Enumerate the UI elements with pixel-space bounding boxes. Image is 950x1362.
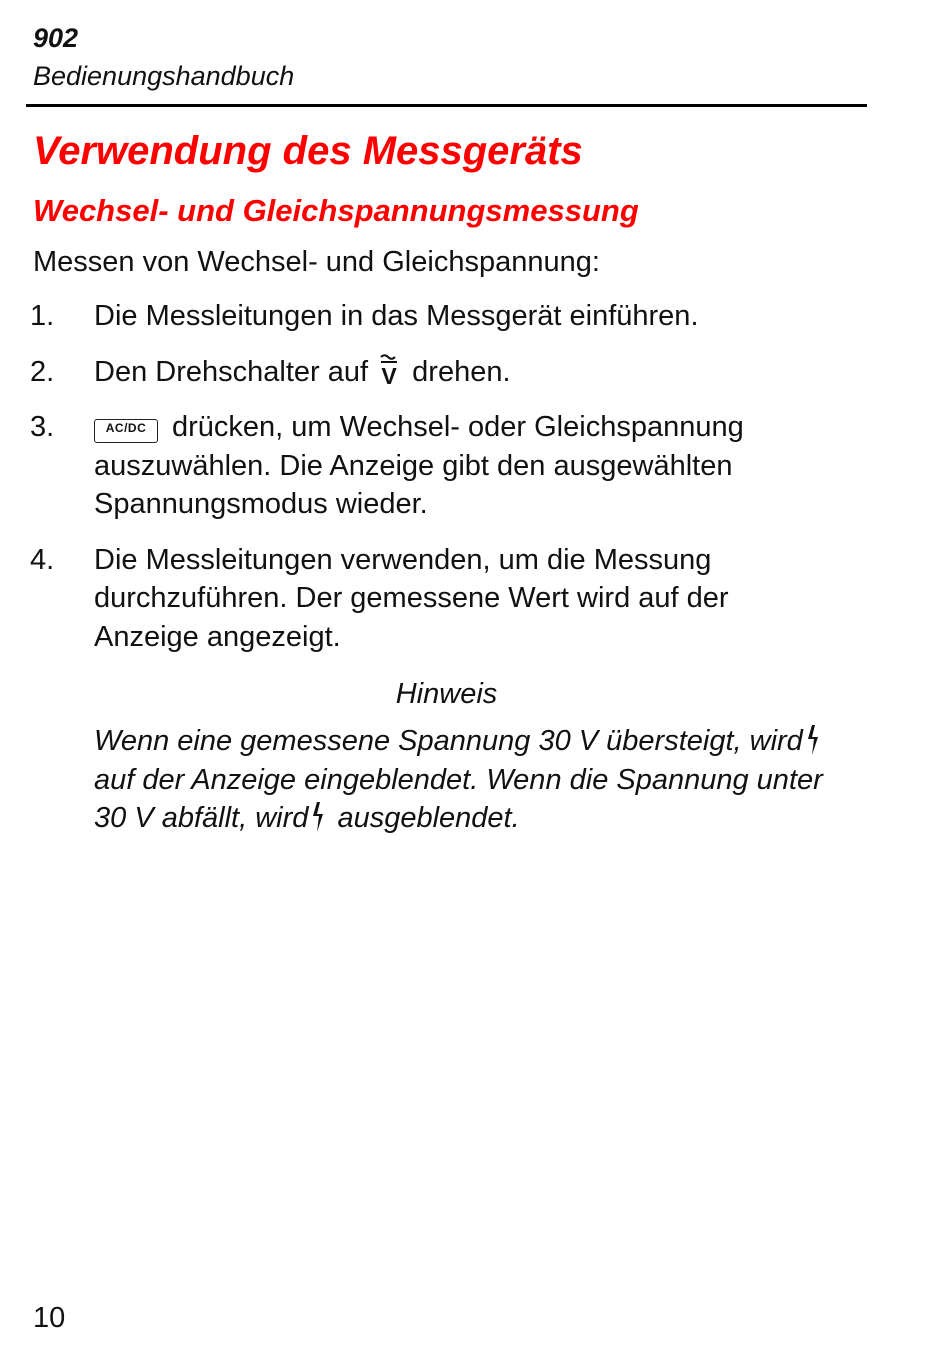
intro-text: Messen von Wechsel- und Gleichspannung: — [33, 246, 600, 278]
voltage-symbol-label: V — [381, 362, 397, 385]
note-text-2: auf der Anzeige eingeblendet. Wenn die Spannung unter 30 V abfällt, wird — [94, 763, 823, 834]
step-2 — [30, 353, 830, 392]
ac-dc-voltage-icon — [378, 353, 400, 383]
page-number: 10 — [33, 1302, 66, 1334]
step-number: 2. — [30, 355, 55, 388]
step-text: drücken, um Wechsel- oder Gleichspannung auszuwählen. Die Anzeige gibt den ausgewählten Spannungsmodus wieder. — [94, 411, 744, 520]
note-body — [94, 722, 834, 838]
step-number: 4. — [30, 543, 55, 576]
step-1 — [30, 297, 830, 336]
manual-title: Bedienungshandbuch — [33, 61, 295, 91]
step-text-before: Den Drehschalter auf — [94, 355, 377, 388]
step-3 — [30, 408, 830, 524]
step-text: Die Messleitungen in das Messgerät einführen. — [94, 300, 699, 332]
model-number: 902 — [33, 23, 79, 53]
ac-dc-key-icon: AC/DC — [94, 419, 158, 443]
high-voltage-bolt-icon — [311, 801, 325, 833]
header-divider — [26, 104, 867, 107]
page-header — [33, 20, 867, 96]
section-subtitle: Wechsel- und Gleichspannungsmessung — [33, 193, 639, 228]
step-list — [30, 297, 830, 673]
note-text-3: ausgeblendet. — [329, 802, 520, 834]
step-text-after: drehen. — [412, 355, 511, 388]
step-number: 3. — [30, 411, 55, 443]
note-heading: Hinweis — [395, 678, 498, 710]
section-title: Verwendung des Messgeräts — [33, 129, 583, 173]
step-4 — [30, 541, 830, 657]
note-text-1: Wenn eine gemessene Spannung 30 V übersteigt, wird — [94, 725, 803, 757]
step-number: 1. — [30, 300, 55, 332]
high-voltage-bolt-icon — [806, 724, 820, 756]
step-text: Die Messleitungen verwenden, um die Messung durchzuführen. Der gemessene Wert wird auf der Anzeige angezeigt. — [94, 543, 729, 653]
